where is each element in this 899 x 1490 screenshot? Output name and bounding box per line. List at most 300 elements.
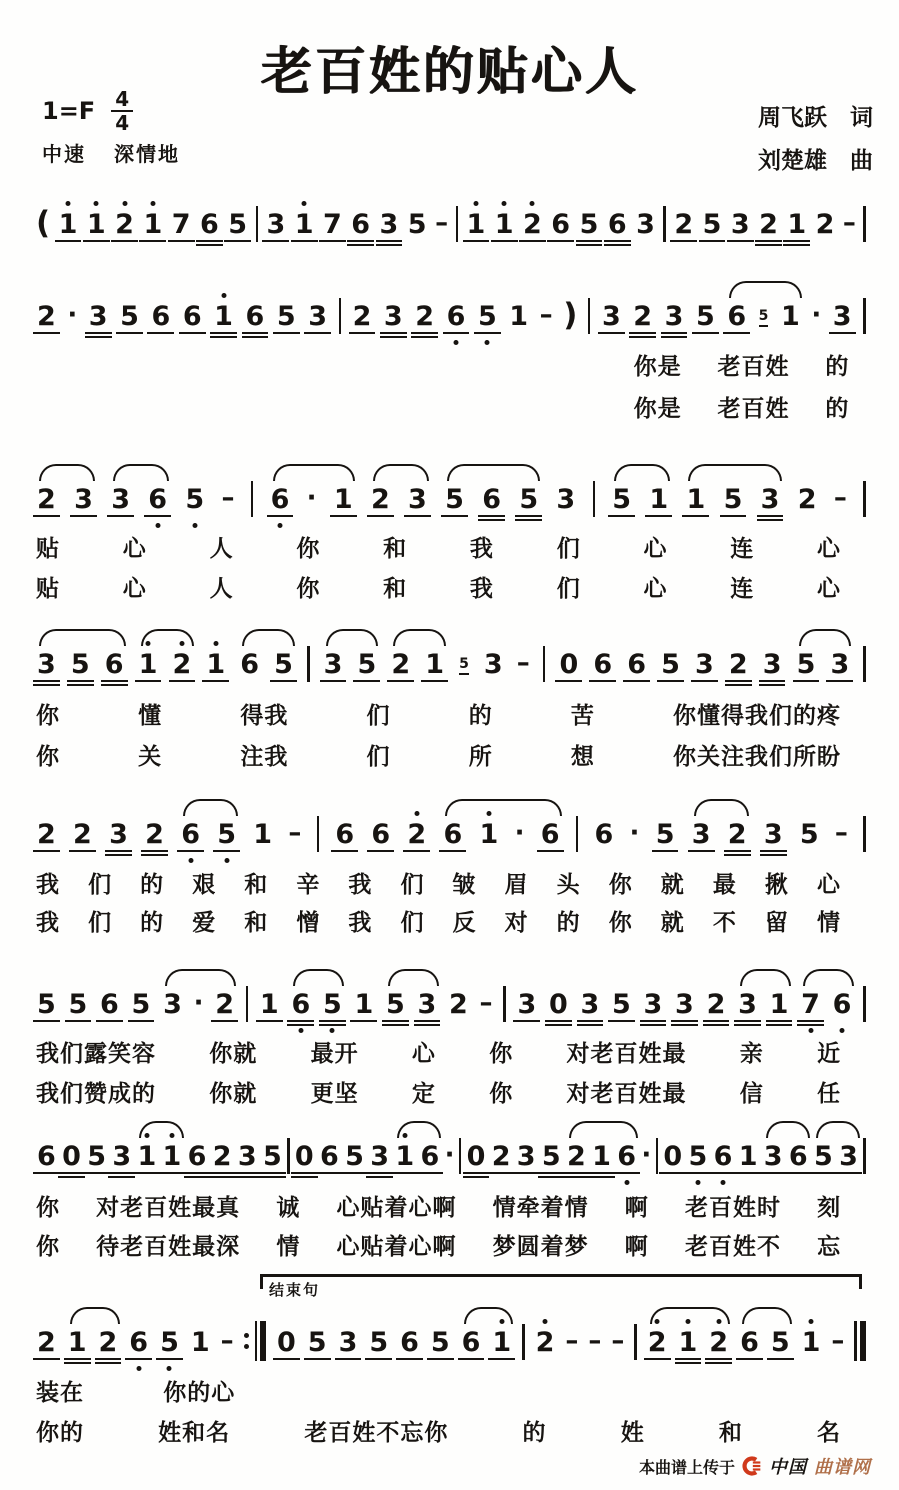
- lyric-syllable: 人: [209, 536, 234, 562]
- slur-arc: [729, 281, 802, 298]
- beam-line: [367, 515, 394, 517]
- beam-line: [613, 1172, 640, 1174]
- lyrics-row: [36, 1075, 841, 1108]
- lyric-syllable: 心贴着心啊: [336, 1234, 457, 1260]
- octave-dot-above: [302, 201, 307, 206]
- barline: [256, 206, 259, 242]
- beam-line: [736, 1358, 763, 1360]
- beam-line: [291, 1172, 318, 1174]
- octave-dot-above: [473, 201, 478, 206]
- note: 2: [414, 303, 435, 338]
- beam-line: [659, 1172, 686, 1174]
- note: 7: [171, 211, 192, 246]
- note: 5: [131, 991, 152, 1026]
- lyrics-row: [36, 738, 841, 771]
- beam-line: [135, 680, 162, 682]
- beam-line: [545, 1024, 572, 1026]
- beam-line: [513, 1172, 540, 1174]
- octave-dot-above: [543, 1319, 548, 1324]
- beam-line: [478, 519, 505, 521]
- note: 6: [370, 821, 391, 856]
- beam-line: [287, 1024, 314, 1026]
- lyric-syllable: 你: [36, 744, 60, 770]
- notes-row: [36, 640, 866, 686]
- note: 6: [442, 821, 463, 856]
- lyric-syllable: 们: [400, 872, 425, 898]
- barline: [503, 986, 506, 1022]
- note: 5: [611, 991, 632, 1026]
- dash: –: [611, 1326, 625, 1356]
- note: 3: [307, 303, 328, 338]
- beam-line: [588, 1172, 615, 1174]
- lyric-syllable: 老百姓不忘你: [304, 1420, 449, 1446]
- beam-line: [829, 332, 856, 334]
- note: 6: [481, 486, 502, 521]
- beam-line: [196, 244, 223, 246]
- note: 3: [369, 1143, 390, 1178]
- dash: –: [479, 988, 493, 1018]
- music-system: [36, 475, 866, 602]
- note: 5: [770, 1329, 791, 1364]
- lyric-syllable: 老百姓: [717, 396, 790, 422]
- note: 7: [322, 211, 343, 246]
- barline: [863, 1138, 866, 1174]
- beam-line: [304, 332, 331, 334]
- lyric-syllable: 你: [36, 1234, 60, 1260]
- note: 6: [245, 303, 266, 338]
- dash: –: [842, 208, 856, 238]
- note: 2: [36, 821, 57, 856]
- octave-dot-below: [155, 523, 160, 528]
- beam-line: [209, 1172, 236, 1174]
- note: 6: [461, 1329, 482, 1364]
- beam-line: [403, 850, 430, 852]
- note: 1: [780, 301, 800, 332]
- note: 2: [522, 211, 543, 246]
- beam-line: [576, 240, 603, 242]
- slur-arc: [447, 464, 540, 481]
- beam-line: [547, 240, 574, 242]
- octave-dot-below: [188, 858, 193, 863]
- note: 1: [58, 211, 79, 246]
- lyric-syllable: 名: [817, 1420, 842, 1446]
- lyric-syllable: 梦圆着梦: [492, 1234, 589, 1260]
- beam-line: [291, 240, 318, 242]
- note: 5: [307, 1329, 328, 1364]
- note: 1: [253, 819, 273, 850]
- dash: –: [221, 483, 235, 513]
- beam-line: [760, 854, 787, 856]
- lyrics-row: [36, 697, 841, 730]
- lyric-syllable: 的: [556, 910, 581, 936]
- beam-line: [270, 680, 297, 682]
- beam-line: [491, 240, 518, 242]
- site-logo-icon: [742, 1456, 762, 1476]
- beam-line: [703, 1024, 730, 1026]
- lyric-syllable: 你: [608, 872, 633, 898]
- site-name-black: 中国: [769, 1457, 807, 1478]
- note: 6: [739, 1329, 760, 1364]
- note: 2: [36, 486, 57, 521]
- beam-line: [128, 1020, 155, 1022]
- beam-line: [33, 1172, 60, 1174]
- note: 2: [728, 651, 749, 686]
- beam-line: [463, 1176, 490, 1178]
- note: 2: [815, 209, 835, 240]
- rest: 0: [662, 1143, 683, 1178]
- lyric-syllable: 老百姓不: [684, 1234, 781, 1260]
- octave-dot-below: [298, 1028, 303, 1033]
- lyrics-row: [36, 1414, 841, 1447]
- octave-dot-below: [695, 1180, 700, 1185]
- final-barline: [854, 1321, 866, 1361]
- lyric-syllable: 情: [816, 910, 841, 936]
- beam-line: [101, 684, 128, 686]
- octave-dot-below: [192, 523, 197, 528]
- beam-line: [101, 680, 128, 682]
- lyric-syllable: 关: [138, 744, 163, 770]
- beam-line: [757, 515, 784, 517]
- note: 1: [138, 651, 159, 686]
- note: 2: [370, 486, 391, 521]
- lyric-syllable: 我: [348, 872, 373, 898]
- lyric-syllable: 定: [411, 1081, 436, 1107]
- note: 6: [399, 1329, 420, 1364]
- note: 5: [184, 486, 205, 521]
- beam-line: [604, 240, 631, 242]
- beam-line: [488, 1358, 515, 1360]
- octave-dot-above: [221, 293, 226, 298]
- beam-line: [259, 1176, 286, 1178]
- song-title: 老百姓的贴心人: [260, 43, 639, 102]
- octave-dot-below: [485, 340, 490, 345]
- beam-line: [85, 332, 112, 334]
- beam-line: [273, 1358, 300, 1360]
- note: 3: [762, 651, 783, 686]
- lyric-syllable: 亲: [739, 1041, 764, 1067]
- lyric-syllable: 头: [556, 872, 581, 898]
- lyrics-row: [36, 1374, 235, 1407]
- lyric-syllable: 们: [88, 910, 113, 936]
- beam-line: [319, 240, 346, 242]
- note: 6: [290, 991, 311, 1026]
- barline: [246, 986, 249, 1022]
- beam-line: [783, 240, 810, 242]
- note: 5: [687, 1143, 708, 1178]
- lyric-syllable: 我: [348, 910, 373, 936]
- lyric-syllable: 心: [122, 576, 147, 602]
- beam-line: [760, 1172, 787, 1174]
- beam-line: [331, 850, 358, 852]
- beam-line: [427, 1358, 454, 1360]
- note: 1: [86, 211, 107, 246]
- lyric-syllable: 诚: [276, 1195, 301, 1221]
- note: 3: [237, 1143, 258, 1178]
- note: 3: [674, 991, 695, 1026]
- lyrics-row: [36, 570, 841, 603]
- beam-line: [725, 680, 752, 682]
- lyric-syllable: 啊: [624, 1234, 649, 1260]
- lyric-syllable: 连: [730, 576, 755, 602]
- beam-line: [96, 1020, 123, 1022]
- beam-line: [349, 332, 376, 334]
- note: 1: [259, 991, 280, 1026]
- note: 5: [368, 1329, 389, 1364]
- watermark: [639, 1453, 871, 1479]
- note: 1: [786, 211, 807, 246]
- beam-line: [382, 1020, 409, 1022]
- beam-line: [710, 1172, 737, 1174]
- barline: [456, 206, 459, 242]
- meter-numerator: 4: [111, 88, 133, 112]
- beam-line: [644, 1358, 671, 1360]
- music-system: [36, 1318, 866, 1446]
- barline: [576, 816, 579, 852]
- note: 5: [86, 1143, 107, 1178]
- lyricist: 周飞跃 词: [758, 105, 873, 131]
- note: 2: [449, 989, 468, 1020]
- beam-line: [759, 684, 786, 686]
- barline: [459, 1138, 462, 1174]
- note: 3: [163, 989, 182, 1020]
- beam-line: [645, 515, 672, 517]
- note: 2: [758, 211, 779, 246]
- beam-line: [766, 1024, 793, 1026]
- lyric-syllable: 你: [36, 703, 60, 729]
- octave-dot-below: [136, 1366, 141, 1371]
- note: 6: [270, 486, 291, 521]
- note: 1: [801, 1329, 822, 1364]
- barline: [522, 1324, 525, 1360]
- beam-line: [55, 240, 82, 242]
- note: 5: [216, 821, 237, 856]
- lyric-syllable: 皱: [452, 872, 477, 898]
- barline: [588, 298, 591, 334]
- beam-line: [234, 1176, 261, 1178]
- note: 2: [214, 991, 235, 1026]
- note: 6: [334, 821, 355, 856]
- beam-line: [478, 515, 505, 517]
- slur-arc: [464, 1307, 513, 1324]
- lyric-syllable: 我: [36, 910, 60, 936]
- watermark-text: 本曲谱上传于: [638, 1457, 735, 1477]
- slur-arc: [39, 464, 95, 481]
- beam-line: [353, 680, 380, 682]
- lyric-syllable: 你就: [209, 1081, 258, 1107]
- note: 3: [73, 486, 94, 521]
- lyric-syllable: 对: [504, 910, 529, 936]
- beam-line: [767, 1358, 794, 1360]
- paren: ): [563, 297, 578, 333]
- lyric-syllable: 你: [489, 1041, 514, 1067]
- beam-line: [675, 1358, 702, 1360]
- beam-line: [563, 1176, 590, 1178]
- lyric-syllable: 姓: [620, 1420, 645, 1446]
- note: 1: [678, 1329, 699, 1364]
- beam-line: [125, 1358, 152, 1360]
- beam-line: [474, 332, 501, 334]
- beam-line: [675, 1362, 702, 1364]
- beam-line: [724, 854, 751, 856]
- lyric-syllable: 你: [296, 536, 321, 562]
- octave-dot-below: [277, 523, 282, 528]
- lyric-syllable: 反: [452, 910, 477, 936]
- note: 6: [187, 1143, 208, 1178]
- note: 6: [607, 211, 628, 246]
- barline: [543, 646, 546, 682]
- note: 2: [390, 651, 411, 686]
- beam-line: [211, 1020, 238, 1022]
- beam-line: [262, 240, 289, 242]
- note: 3: [832, 303, 853, 338]
- lyrics-row: [634, 348, 850, 381]
- barline: [339, 298, 342, 334]
- lyric-syllable: 们: [556, 576, 581, 602]
- beam-line: [33, 1358, 60, 1360]
- beam-line: [589, 680, 616, 682]
- slur-arc: [397, 1121, 441, 1138]
- beam-line: [640, 1020, 667, 1022]
- note: 5: [356, 651, 377, 686]
- music-system: [36, 1132, 866, 1260]
- octave-dot-above: [122, 201, 127, 206]
- dash: –: [516, 648, 530, 678]
- barline: [863, 646, 866, 682]
- lyric-syllable: 揪: [764, 872, 789, 898]
- lyric-syllable: 人: [209, 576, 234, 602]
- beam-line: [515, 519, 542, 521]
- note: 5: [796, 651, 817, 686]
- beam-line: [234, 1172, 261, 1174]
- beam-line: [699, 240, 726, 242]
- note: 2: [566, 1143, 587, 1178]
- lyric-syllable: 情牵着情: [492, 1195, 589, 1221]
- note: 2: [114, 211, 135, 246]
- slur-arc: [799, 629, 851, 646]
- lyric-syllable: 的: [140, 910, 165, 936]
- beam-line: [629, 336, 656, 338]
- music-system: [36, 292, 866, 422]
- dash: –: [833, 483, 847, 513]
- note: 5: [477, 303, 498, 338]
- note: 5: [119, 303, 140, 338]
- beam-line: [671, 1024, 698, 1026]
- lyric-syllable: 心贴着心啊: [336, 1195, 457, 1221]
- beam-line: [70, 515, 97, 517]
- slur-arc: [816, 1121, 860, 1138]
- note: 3: [516, 991, 537, 1026]
- beam-line: [58, 1176, 85, 1178]
- lyric-syllable: 对老百姓最: [566, 1081, 687, 1107]
- note: 6: [446, 303, 467, 338]
- lyric-syllable: 贴: [36, 576, 60, 602]
- beam-line: [396, 1358, 423, 1360]
- beam-line: [661, 332, 688, 334]
- lyrics-row: [36, 1228, 841, 1261]
- beam-line: [202, 680, 229, 682]
- beam-line: [224, 240, 251, 242]
- lyric-syllable: 心: [122, 536, 147, 562]
- beam-line: [404, 515, 431, 517]
- note: 2: [708, 1329, 729, 1364]
- beam-line: [537, 850, 564, 852]
- note: 6: [419, 1143, 440, 1178]
- note: 5: [68, 991, 89, 1026]
- beam-line: [793, 680, 820, 682]
- lyric-syllable: 贴: [36, 536, 60, 562]
- barline: [287, 1138, 290, 1174]
- beam-line: [209, 1176, 236, 1178]
- lyric-syllable: 苦: [570, 703, 595, 729]
- lyric-syllable: 所: [468, 744, 493, 770]
- beam-line: [33, 680, 60, 682]
- note: 5: [695, 303, 716, 338]
- beam-line: [273, 332, 300, 334]
- slur-arc: [688, 464, 782, 481]
- lyric-syllable: 们: [366, 703, 391, 729]
- lyric-syllable: 老百姓时: [684, 1195, 781, 1221]
- note: 3: [737, 991, 758, 1026]
- note: 3: [407, 486, 428, 521]
- beam-line: [267, 515, 294, 517]
- note: 6: [788, 1143, 809, 1178]
- lyrics-row: [634, 390, 850, 423]
- beam-line: [107, 515, 134, 517]
- note: 1: [491, 1329, 512, 1364]
- augmentation-dot: ·: [444, 1140, 455, 1170]
- beam-line: [85, 336, 112, 338]
- note: 6: [540, 821, 561, 856]
- note: 1: [591, 1143, 612, 1178]
- beam-line: [156, 1358, 183, 1360]
- lyric-syllable: 就: [660, 910, 685, 936]
- beam-line: [64, 1362, 91, 1364]
- lyric-syllable: 的: [825, 396, 850, 422]
- note: 5: [430, 1329, 451, 1364]
- beam-line: [256, 1020, 283, 1022]
- beam-line: [421, 680, 448, 682]
- lyric-syllable: 艰: [192, 872, 217, 898]
- beam-line: [513, 1020, 540, 1022]
- beam-line: [108, 1176, 135, 1178]
- note: 6: [104, 651, 125, 686]
- lyric-syllable: 心: [643, 576, 668, 602]
- beam-line: [623, 680, 650, 682]
- note: 5: [344, 1143, 365, 1178]
- beam-line: [382, 1024, 409, 1026]
- note: 6: [550, 211, 571, 246]
- note: 2: [673, 211, 694, 246]
- beam-line: [335, 1358, 362, 1360]
- beam-line: [691, 680, 718, 682]
- note: 5: [660, 651, 681, 686]
- beam-line: [766, 1020, 793, 1022]
- notes-row: [36, 200, 866, 246]
- note: 2: [212, 1143, 233, 1178]
- slur-arc: [183, 799, 238, 816]
- beam-line: [629, 332, 656, 334]
- beam-line: [414, 1024, 441, 1026]
- note: 5: [70, 651, 91, 686]
- beam-line: [577, 1020, 604, 1022]
- lyric-syllable: 连: [730, 536, 755, 562]
- note: 2: [647, 1329, 668, 1364]
- note: 6: [99, 991, 120, 1026]
- lyric-syllable: 的: [140, 872, 165, 898]
- lyrics-row: [36, 1189, 841, 1222]
- octave-dot-below: [720, 1180, 725, 1185]
- note: 6: [199, 211, 220, 246]
